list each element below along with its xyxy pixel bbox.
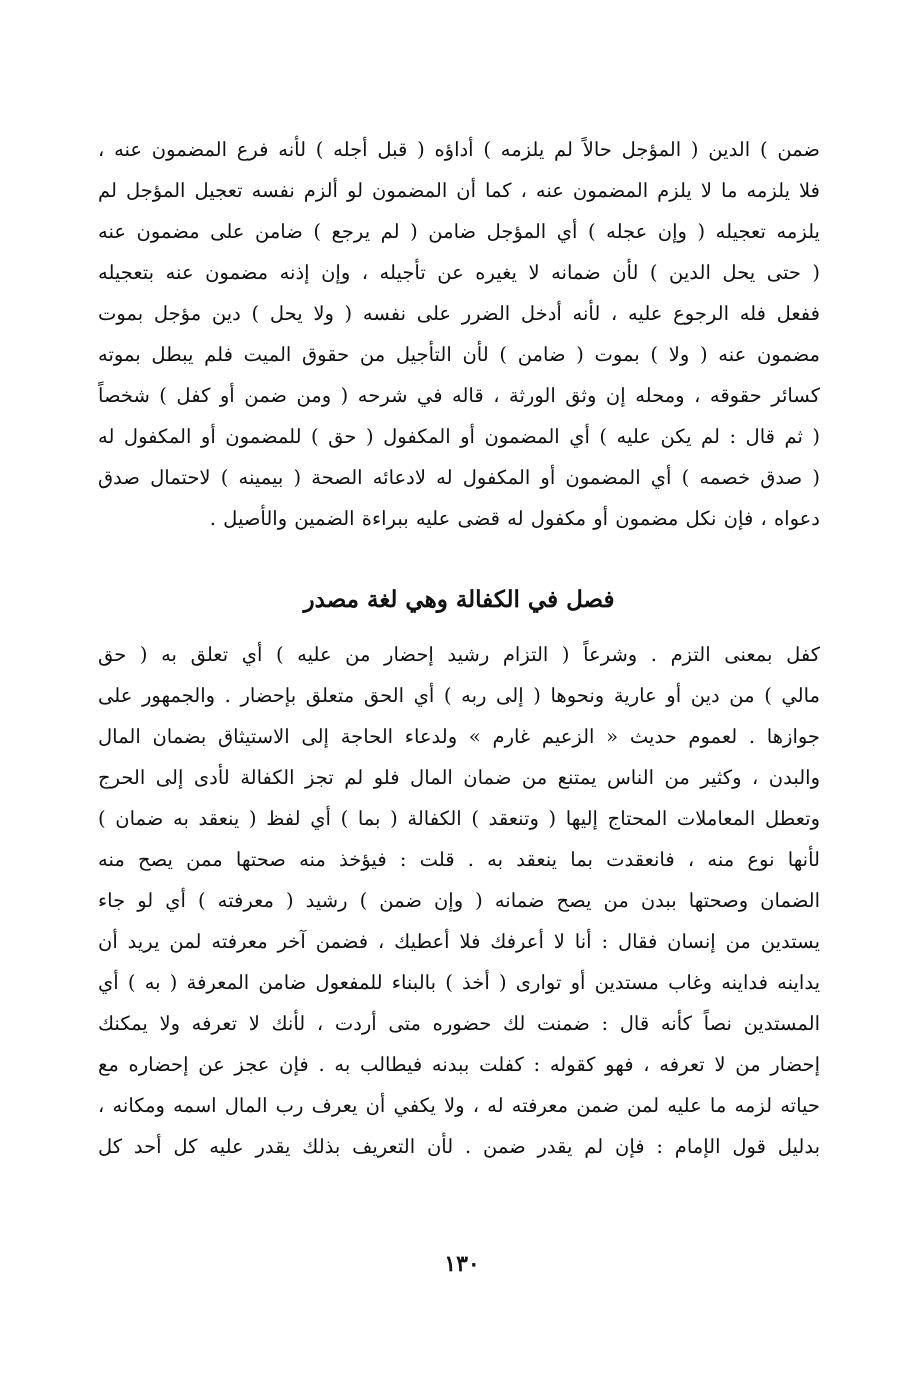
text-line: دعواه ، فإن نكل مضمون أو مكفول له قضى عليه ببراءة الضمين والأصيل . [209,507,820,530]
text-line: ( حتى يحل الدين ) لأن ضمانه لا يغيره عن تأجيله ، وإن إذنه مضمون عنه بتعجيله [98,261,820,284]
text-line: جوازها . لعموم حديث « الزعيم غارم » ولدعاء الحاجة إلى الاستيثاق بضمان المال [98,725,820,748]
text-line: كفل بمعنى التزم . وشرعاً ( التزام رشيد إحضار من عليه ) أي تعلق به ( حق [98,643,820,666]
text-line: والبدن ، وكثير من الناس يمتنع من ضمان المال فلو لم تجز الكفالة لأدى إلى الحرج [98,766,820,789]
text-line: فلا يلزمه ما لا يلزم المضمون عنه ، كما أن المضمون لو ألزم نفسه تعجيل المؤجل لم [98,179,820,202]
section-heading: فصل في الكفالة وهي لغة مصدر [303,586,615,613]
text-line: كسائر حقوقه ، ومحله إن وثق الورثة ، قاله في شرحه ( ومن ضمن أو كفل ) شخصاً [98,384,820,407]
page-number: ١٣٠ [444,1251,480,1277]
text-line: المستدين نصاً كأنه قال : ضمنت لك حضوره متى أردت ، لأنك لا تعرفه ولا يمكنك [98,1012,820,1035]
text-line: مضمون عنه ( ولا ) بموت ( ضامن ) لأن التأجيل من حقوق الميت فلم يبطل بموته [98,343,820,366]
text-line: لأنها نوع منه ، فانعقدت بما ينعقد به . قلت : فيؤخذ منه صحتها ممن يصح منه [98,848,820,871]
text-line: الضمان وصحتها ببدن من يصح ضمانه ( وإن ضمن ) رشيد ( معرفته ) أي لو جاء [98,889,820,912]
text-line: يلزمه تعجيله ( وإن عجله ) أي المؤجل ضامن ( لم يرجع ) ضامن على مضمون عنه [98,220,820,243]
text-line: ضمن ) الدين ( المؤجل حالاً لم يلزمه ) أداؤه ( قبل أجله ) لأنه فرع المضمون عنه ، [98,138,820,161]
text-line: بدليل قول الإمام : فإن لم يقدر ضمن . لأن التعريف بذلك يقدر عليه كل أحد كل [98,1135,820,1158]
text-line: وتعطل المعاملات المحتاج إليها ( وتنعقد ) الكفالة ( بما ) أي لفظ ( ينعقد به ضمان ) [98,807,820,830]
text-line: إحضار من لا تعرفه ، فهو كقوله : كفلت ببدنه فيطالب به . فإن عجز عن إحضاره مع [98,1053,820,1076]
bottom-paragraph [98,634,820,1167]
text-line: ( صدق خصمه ) أي المضمون أو المكفول له لادعائه الصحة ( بيمينه ) لاحتمال صدق [98,466,820,489]
text-line: ( ثم قال : لم يكن عليه ) أي المضمون أو المكفول ( حق ) للمضمون أو المكفول له [98,425,820,448]
text-line: مالي ) من دين أو عارية ونحوها ( إلى ربه ) أي الحق متعلق بإحضار . والجمهور على [98,684,820,707]
text-line: ففعل فله الرجوع عليه ، لأنه أدخل الضرر على نفسه ( ولا يحل ) دين مؤجل بموت [98,302,820,325]
top-paragraph [98,129,820,539]
text-line: حياته لزمه ما عليه لمن ضمن معرفته له ، ولا يكفي أن يعرف رب المال اسمه ومكانه ، [98,1094,820,1117]
text-line: يستدين من إنسان فقال : أنا لا أعرفك فلا أعطيك ، فضمن آخر معرفته لمن يريد أن [98,930,820,953]
text-line: يداينه فداينه وغاب مستدين أو توارى ( أخذ ) بالبناء للمفعول ضامن المعرفة ( به ) أي [98,971,820,994]
